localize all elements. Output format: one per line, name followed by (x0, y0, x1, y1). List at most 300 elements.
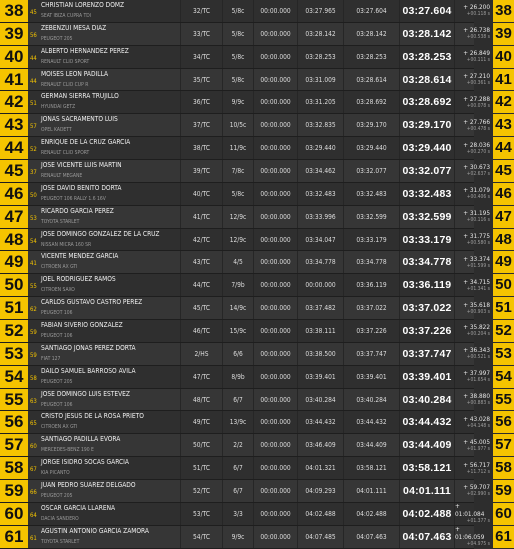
time-col-1: 00:00.000 (253, 411, 297, 433)
dorsal-cell (28, 434, 39, 456)
class-position: 39/TC (180, 160, 222, 182)
car-model: RENAULT MEGANE (41, 173, 83, 180)
car-number: 45 (30, 9, 37, 16)
car-model: HYUNDAI GETZ (41, 104, 76, 111)
position-badge-right: 60 (493, 503, 514, 525)
stage-progress: 9/9c (222, 91, 253, 113)
gap-to-previous: +00.478 s (466, 125, 490, 132)
position-badge-right: 56 (493, 411, 514, 433)
class-position: 45/TC (180, 297, 222, 319)
dorsal-cell (28, 389, 39, 411)
time-col-1: 00:00.000 (253, 46, 297, 68)
position-badge: 44 (0, 137, 28, 159)
dorsal-cell (28, 297, 39, 319)
position-badge: 55 (0, 389, 28, 411)
car-model: CITROEN AX GTI (41, 424, 78, 431)
gap-to-leader: + 38.880 (463, 392, 490, 401)
dorsal-cell (28, 457, 39, 479)
best-time: 03:40.284 (399, 389, 454, 411)
driver-cell (39, 297, 180, 319)
dorsal-cell (28, 160, 39, 182)
position-badge: 50 (0, 274, 28, 296)
time-col-3: 03:37.226 (343, 320, 399, 342)
stage-progress: 11/9c (222, 137, 253, 159)
best-time: 03:32.077 (399, 160, 454, 182)
driver-name: JOSE DOMINGO GONZALEZ DE LA CRUZ (41, 229, 160, 238)
position-badge: 48 (0, 229, 28, 251)
class-position: 48/TC (180, 389, 222, 411)
driver-name: SANTIAGO PADILLA EVORA (41, 435, 121, 444)
time-col-1: 00:00.000 (253, 480, 297, 502)
table-row[interactable] (0, 137, 512, 160)
gap-cell (454, 229, 493, 251)
table-row[interactable] (0, 457, 512, 480)
table-row[interactable] (0, 389, 512, 412)
gap-cell (454, 137, 493, 159)
position-badge: 46 (0, 183, 28, 205)
gap-to-leader: + 37.997 (463, 369, 490, 378)
position-badge: 58 (0, 457, 28, 479)
table-row[interactable] (0, 23, 512, 46)
gap-to-leader: + 56.717 (463, 460, 490, 469)
table-row[interactable] (0, 411, 512, 434)
stage-progress: 2/2 (222, 434, 253, 456)
gap-to-leader: + 27.210 (463, 72, 490, 80)
position-badge-right: 54 (493, 366, 514, 388)
position-badge-right: 57 (493, 434, 514, 456)
driver-name: CHRISTIAN LORENZO DOMZ (41, 1, 125, 9)
driver-name: VICENTE MENDEZ GARCIA (41, 252, 119, 261)
time-col-2: 03:40.284 (297, 389, 343, 411)
gap-cell (454, 251, 493, 273)
table-row[interactable] (0, 297, 512, 320)
time-col-3: 03:36.119 (343, 274, 399, 296)
class-position: 53/TC (180, 503, 222, 525)
time-col-3: 03:29.440 (343, 137, 399, 159)
time-col-2: 03:34.778 (297, 251, 343, 273)
class-position: 34/TC (180, 46, 222, 68)
car-model: PEUGEOT 205 (41, 378, 73, 385)
gap-cell (454, 183, 493, 205)
stage-progress: 4/5 (222, 251, 253, 273)
time-col-2: 03:44.432 (297, 411, 343, 433)
gap-cell (454, 0, 493, 22)
dorsal-cell (28, 91, 39, 113)
table-row[interactable] (0, 69, 512, 92)
table-row[interactable] (0, 480, 512, 503)
class-position: 40/TC (180, 183, 222, 205)
dorsal-cell (28, 320, 39, 342)
time-col-1: 00:00.000 (253, 23, 297, 45)
time-col-2: 03:32.835 (297, 114, 343, 136)
gap-to-previous: +00.111 s (466, 57, 490, 64)
gap-to-leader: + 26.200 (463, 3, 490, 12)
car-model: PEUGEOT 106 RALLY 1.6 16V (41, 195, 106, 202)
gap-to-previous: +00.580 s (466, 240, 490, 247)
time-col-1: 00:00.000 (253, 69, 297, 91)
time-col-3: 03:32.599 (343, 206, 399, 228)
gap-to-leader: + 26.738 (463, 26, 490, 35)
position-badge-right: 52 (493, 320, 514, 342)
car-model: NISSAN MICRA 160 SR (41, 241, 92, 248)
gap-to-leader: + 01:01.084 (455, 502, 485, 519)
stage-progress: 3/3 (222, 503, 253, 525)
gap-to-leader: + 31.079 (463, 186, 490, 195)
table-row[interactable] (0, 46, 512, 69)
position-badge-right: 38 (493, 0, 514, 22)
driver-cell (39, 457, 180, 479)
stage-progress: 14/9c (222, 297, 253, 319)
gap-to-leader: + 33.374 (463, 254, 490, 263)
time-col-1: 00:00.000 (253, 160, 297, 182)
gap-to-leader: + 31.775 (463, 232, 490, 241)
car-model: PEUGEOT 205 (41, 35, 73, 42)
gap-cell (454, 320, 493, 342)
driver-name: GERMAN SIERRA TRUJILLO (41, 92, 119, 101)
time-col-1: 00:00.000 (253, 206, 297, 228)
driver-name: JOSE DOMINGO LUIS ESTEVEZ (41, 389, 130, 398)
driver-cell (39, 183, 180, 205)
car-number: 52 (30, 146, 37, 154)
gap-to-previous: +02.637 s (466, 171, 490, 178)
driver-cell (39, 0, 180, 22)
gap-cell (454, 503, 493, 525)
table-row[interactable] (0, 91, 512, 114)
position-badge-right: 53 (493, 343, 514, 365)
class-position: 43/TC (180, 251, 222, 273)
gap-to-leader: + 27.766 (463, 117, 490, 126)
gap-to-previous: +00.521 s (466, 354, 490, 361)
car-model: PEUGEOT 106 (41, 310, 73, 317)
driver-name: FABIAN SIVERIO GONZALEZ (41, 321, 123, 330)
time-col-1: 00:00.000 (253, 91, 297, 113)
driver-cell (39, 137, 180, 159)
time-col-3: 03:44.432 (343, 411, 399, 433)
time-col-3: 03:44.409 (343, 434, 399, 456)
best-time: 03:32.599 (399, 206, 454, 228)
table-row[interactable] (0, 274, 512, 297)
best-time: 03:28.614 (399, 69, 454, 91)
best-time: 03:29.440 (399, 137, 454, 159)
time-col-2: 03:46.409 (297, 434, 343, 456)
stage-progress: 12/9c (222, 229, 253, 251)
best-time: 03:32.483 (399, 183, 454, 205)
dorsal-cell (28, 480, 39, 502)
stage-progress: 6/7 (222, 457, 253, 479)
stage-progress: 6/6 (222, 343, 253, 365)
car-model: FIAT 127 (41, 355, 61, 362)
table-row[interactable] (0, 502, 512, 526)
driver-name: ENRIQUE DE LA CRUZ GARCIA (41, 138, 131, 147)
time-col-2: 03:39.401 (297, 366, 343, 388)
position-badge-right: 55 (493, 389, 514, 411)
driver-name: ALBERTO HERNANDEZ PEREZ (41, 46, 129, 55)
table-row[interactable] (0, 183, 512, 206)
gap-to-leader: + 30.673 (463, 163, 490, 172)
driver-name: CARLOS GUSTAVO CASTRO PEREZ (41, 298, 143, 307)
best-time: 03:28.253 (399, 46, 454, 68)
best-time: 04:01.111 (399, 480, 454, 502)
stage-progress: 6/7 (222, 389, 253, 411)
best-time: 04:07.463 (399, 526, 454, 548)
best-time: 03:37.226 (399, 320, 454, 342)
position-badge-right: 41 (493, 69, 514, 91)
driver-cell (39, 343, 180, 365)
position-badge: 60 (0, 503, 28, 525)
best-time: 04:02.488 (399, 503, 454, 525)
position-badge-right: 46 (493, 183, 514, 205)
dorsal-cell (28, 503, 39, 525)
best-time: 03:37.747 (399, 343, 454, 365)
stage-progress: 5/8c (222, 46, 253, 68)
gap-cell (454, 389, 493, 411)
time-col-2: 04:01.321 (297, 457, 343, 479)
time-col-2: 04:07.485 (297, 526, 343, 548)
driver-cell (39, 91, 180, 113)
driver-cell (39, 503, 180, 525)
best-time: 03:27.604 (399, 0, 454, 22)
class-position: 49/TC (180, 411, 222, 433)
time-col-3: 03:34.778 (343, 251, 399, 273)
gap-cell (454, 457, 493, 479)
position-badge-right: 49 (493, 251, 514, 273)
driver-name: JOSE DAVID BENITO DORTA (41, 183, 122, 192)
car-number: 44 (30, 54, 37, 62)
table-row[interactable] (0, 160, 512, 183)
gap-to-leader: + 27.288 (463, 94, 490, 103)
gap-to-leader: + 01:06.059 (455, 525, 485, 542)
class-position: 32/TC (180, 0, 222, 22)
table-row[interactable] (0, 229, 512, 252)
table-row[interactable] (0, 320, 512, 343)
class-position: 38/TC (180, 137, 222, 159)
dorsal-cell (28, 411, 39, 433)
time-col-3: 03:37.747 (343, 343, 399, 365)
gap-to-leader: + 59.707 (463, 483, 490, 492)
gap-to-leader: + 36.343 (463, 346, 490, 355)
driver-cell (39, 251, 180, 273)
best-time: 03:28.692 (399, 91, 454, 113)
dorsal-cell (28, 183, 39, 205)
position-badge-right: 48 (493, 229, 514, 251)
dorsal-cell (28, 137, 39, 159)
time-col-1: 00:00.000 (253, 297, 297, 319)
car-model: MERCEDES-BENZ 190 E (41, 447, 94, 454)
class-position: 42/TC (180, 229, 222, 251)
dorsal-cell (28, 0, 39, 22)
table-row[interactable] (0, 525, 512, 549)
class-position: 47/TC (180, 366, 222, 388)
car-model: KIA PICANTO (41, 470, 70, 477)
time-col-3: 03:32.077 (343, 160, 399, 182)
gap-to-previous: +00.116 s (466, 217, 490, 224)
car-model: SEAT IBIZA CUPRA TDI (41, 13, 91, 19)
table-row[interactable] (0, 251, 512, 274)
gap-to-previous: +01.341 s (466, 285, 490, 292)
table-row[interactable] (0, 434, 512, 457)
driver-name: RICARDO GARCIA PEREZ (41, 206, 114, 215)
position-badge: 45 (0, 160, 28, 182)
time-col-1: 00:00.000 (253, 389, 297, 411)
dorsal-cell (28, 114, 39, 136)
gap-cell (454, 206, 493, 228)
time-col-2: 00:00.000 (297, 274, 343, 296)
table-row[interactable] (0, 343, 512, 366)
time-col-2: 03:37.482 (297, 297, 343, 319)
class-position: 36/TC (180, 91, 222, 113)
car-model: TOYOTA STARLET (41, 218, 80, 225)
position-badge: 54 (0, 366, 28, 388)
position-badge: 47 (0, 206, 28, 228)
gap-cell (454, 343, 493, 365)
driver-name: DAILO SAMUEL BARROSO AVILA (41, 366, 136, 375)
dorsal-cell (28, 274, 39, 296)
dorsal-cell (28, 46, 39, 68)
gap-to-previous: +00.406 s (466, 194, 490, 201)
gap-to-leader: + 26.849 (463, 49, 490, 58)
class-position: 54/TC (180, 526, 222, 548)
driver-cell (39, 480, 180, 502)
gap-to-leader: + 35.618 (463, 300, 490, 309)
position-badge: 61 (0, 526, 28, 548)
position-badge-right: 45 (493, 160, 514, 182)
driver-cell (39, 23, 180, 45)
time-col-2: 03:33.996 (297, 206, 343, 228)
class-position: 35/TC (180, 69, 222, 91)
gap-cell (454, 69, 493, 91)
stage-progress: 5/8c (222, 0, 253, 22)
gap-to-previous: +00.883 s (466, 400, 490, 407)
car-model: DACIA SANDERO (41, 515, 79, 522)
position-badge-right: 47 (493, 206, 514, 228)
gap-to-leader: + 28.036 (463, 140, 490, 149)
stage-progress: 13/9c (222, 411, 253, 433)
gap-cell (454, 23, 493, 45)
car-model: PEUGEOT 106 (41, 401, 73, 408)
car-model: CITROEN AX GTI (41, 264, 78, 271)
car-number: 65 (30, 420, 37, 428)
class-position: 51/TC (180, 457, 222, 479)
position-badge: 53 (0, 343, 28, 365)
car-number: 66 (30, 489, 37, 497)
position-badge-right: 39 (493, 23, 514, 45)
gap-to-previous: +01.654 s (466, 377, 490, 384)
car-model: PEUGEOT 106 (41, 333, 73, 340)
gap-cell (454, 91, 493, 113)
time-col-1: 00:00.000 (253, 457, 297, 479)
dorsal-cell (28, 229, 39, 251)
position-badge: 52 (0, 320, 28, 342)
best-time: 03:37.022 (399, 297, 454, 319)
gap-cell (454, 114, 493, 136)
position-badge: 43 (0, 114, 28, 136)
gap-to-previous: +00.361 s (466, 80, 490, 86)
gap-to-leader: + 43.028 (463, 414, 490, 423)
table-row[interactable] (0, 206, 512, 229)
class-position: 46/TC (180, 320, 222, 342)
time-col-1: 00:00.000 (253, 274, 297, 296)
car-number: 53 (30, 214, 37, 222)
car-number: 51 (30, 100, 37, 108)
car-number: 37 (30, 169, 37, 177)
gap-to-leader: + 31.195 (463, 209, 490, 218)
class-position: 33/TC (180, 23, 222, 45)
time-col-2: 03:34.462 (297, 160, 343, 182)
driver-name: MOISES LEON PADILLA (41, 69, 109, 78)
time-col-2: 03:27.965 (297, 0, 343, 22)
driver-cell (39, 69, 180, 91)
class-position: 37/TC (180, 114, 222, 136)
time-col-3: 03:33.179 (343, 229, 399, 251)
time-col-2: 03:28.142 (297, 23, 343, 45)
car-number: 59 (30, 351, 37, 359)
dorsal-cell (28, 69, 39, 91)
time-col-2: 03:28.253 (297, 46, 343, 68)
time-col-1: 00:00.000 (253, 503, 297, 525)
time-col-1: 00:00.000 (253, 434, 297, 456)
best-time: 03:39.401 (399, 366, 454, 388)
time-col-1: 00:00.000 (253, 366, 297, 388)
time-col-3: 03:32.483 (343, 183, 399, 205)
position-badge: 59 (0, 480, 28, 502)
table-row[interactable] (0, 114, 512, 137)
class-position: 41/TC (180, 206, 222, 228)
driver-name: OSCAR GARCIA LLARENA (41, 503, 116, 512)
position-badge: 49 (0, 251, 28, 273)
car-number: 50 (30, 191, 37, 199)
stage-progress: 15/9c (222, 320, 253, 342)
position-badge-right: 40 (493, 46, 514, 68)
car-model: RENAULT CLIO CUP R (41, 81, 89, 88)
best-time: 03:58.121 (399, 457, 454, 479)
table-row[interactable] (0, 366, 512, 389)
driver-cell (39, 229, 180, 251)
car-number: 44 (30, 77, 37, 85)
gap-to-previous: +11.712 s (466, 468, 490, 475)
time-col-3: 03:28.253 (343, 46, 399, 68)
class-position: 44/TC (180, 274, 222, 296)
position-badge: 40 (0, 46, 28, 68)
position-badge-right: 59 (493, 480, 514, 502)
gap-to-previous: +00.118 s (466, 11, 490, 18)
driver-name: JUAN PEDRO SUAREZ DELGADO (41, 481, 136, 490)
gap-to-previous: +04.975 s (466, 541, 490, 548)
time-col-2: 03:31.205 (297, 91, 343, 113)
driver-name: AGUSTIN ANTONIO GARCIA ZAMORA (41, 526, 149, 535)
time-col-1: 00:00.000 (253, 526, 297, 548)
car-model: RENAULT CLIO SPORT (41, 150, 90, 157)
car-model: TOYOTA STARLET (41, 538, 80, 545)
time-col-1: 00:00.000 (253, 114, 297, 136)
stage-progress: 5/8c (222, 183, 253, 205)
table-row[interactable] (0, 0, 512, 23)
time-col-1: 00:00.000 (253, 183, 297, 205)
driver-name: ZEBENZUI MESA DIAZ (41, 23, 107, 32)
driver-cell (39, 274, 180, 296)
gap-to-previous: +00.078 s (466, 102, 490, 109)
stage-progress: 6/7 (222, 480, 253, 502)
class-position: 52/TC (180, 480, 222, 502)
time-col-1: 00:00.000 (253, 251, 297, 273)
best-time: 03:36.119 (399, 274, 454, 296)
driver-cell (39, 114, 180, 136)
gap-cell (454, 366, 493, 388)
car-number: 59 (30, 329, 37, 337)
position-badge-right: 42 (493, 91, 514, 113)
driver-name: SANTIAGO JONAS PEREZ DORTA (41, 343, 136, 352)
best-time: 03:28.142 (399, 23, 454, 45)
gap-to-leader: + 35.822 (463, 323, 490, 332)
